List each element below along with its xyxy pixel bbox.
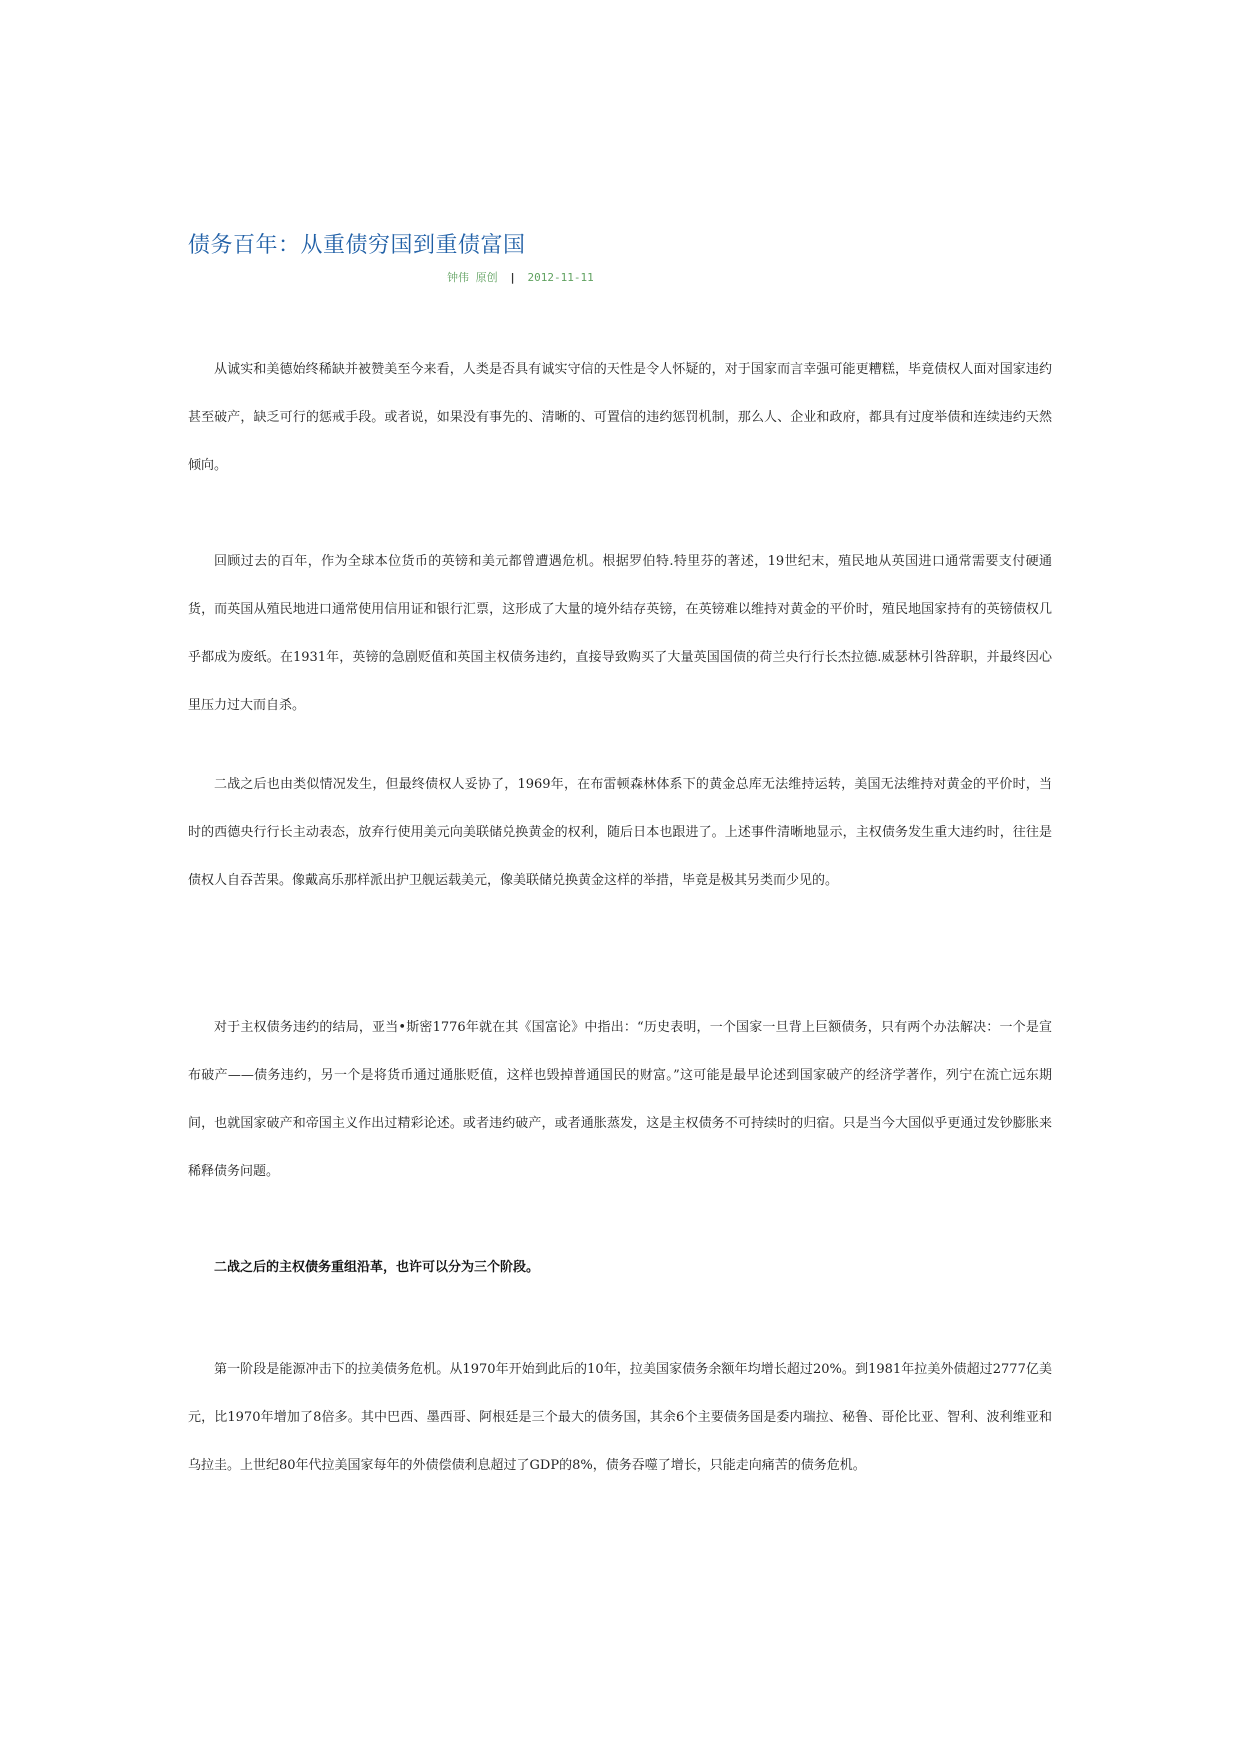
byline-tag: 原创 bbox=[475, 271, 498, 284]
section-heading: 二战之后的主权债务重组沿革，也许可以分为三个阶段。 bbox=[214, 1260, 540, 1275]
paragraph-1: 从诚实和美德始终稀缺并被赞美至今来看，人类是否具有诚实守信的天性是令人怀疑的，对于国家而言幸强可能更糟糕，毕竟债权人面对国家违约甚至破产，缺乏可行的惩戒手段。或者说，如果没有事先的、清晰的、可置信的违约惩罚机制，那么人、企业和政府，都具有过度举债和连续违约天然倾向。 bbox=[188, 362, 1052, 473]
paragraph-3: 二战之后也由类似情况发生，但最终债权人妥协了，1969年，在布雷顿森林体系下的黄金总库无法维持运转，美国无法维持对黄金的平价时，当时的西德央行行长主动表态，放弃行使用美元向美联储兑换黄金的权利，随后日本也跟进了。上述事件清晰地显示，主权债务发生重大违约时，往往是债权人自吞苦果。像戴高乐那样派出护卫舰运载美元，像美联储兑换黄金这样的举措，毕竟是极其另类而少见的。 bbox=[188, 777, 1052, 888]
article-byline bbox=[447, 269, 594, 285]
paragraph-5: 第一阶段是能源冲击下的拉美债务危机。从1970年开始到此后的10年，拉美国家债务余额年均增长超过20%。到1981年拉美外债超过2777亿美元，比1970年增加了8倍多。其中巴西、墨西哥、阿根廷是三个最大的债务国，其余6个主要债务国是委内瑞拉、秘鲁、哥伦比亚、智利、波利维亚和乌拉圭。上世纪80年代拉美国家每年的外债偿债利息超过了GDP的8%，债务吞噬了增长，只能走向痛苦的债务危机。 bbox=[188, 1362, 1052, 1473]
byline-author: 钟伟 bbox=[447, 271, 469, 284]
byline-date: 2012-11-11 bbox=[527, 271, 594, 284]
byline-separator: | bbox=[509, 271, 516, 284]
paragraph-4: 对于主权债务违约的结局，亚当•斯密1776年就在其《国富论》中指出：“历史表明，一个国家一旦背上巨额债务，只有两个办法解决：一个是宣布破产——债务违约，另一个是将货币通过通胀贬值，这样也毁掉普通国民的财富。”这可能是最早论述到国家破产的经济学著作，列宁在流亡远东期间，也就国家破产和帝国主义作出过精彩论述。或者违约破产，或者通胀蒸发，这是主权债务不可持续时的归宿。只是当今大国似乎更通过发钞膨胀来稀释债务问题。 bbox=[188, 1020, 1052, 1179]
paragraph-2: 回顾过去的百年，作为全球本位货币的英镑和美元都曾遭遇危机。根据罗伯特.特里芬的著述，19世纪末，殖民地从英国进口通常需要支付硬通货，而英国从殖民地进口通常使用信用证和银行汇票，这形成了大量的境外结存英镑，在英镑难以维持对黄金的平价时，殖民地国家持有的英镑债权几乎都成为废纸。在1931年，英镑的急剧贬值和英国主权债务违约，直接导致购买了大量英国国债的荷兰央行行长杰拉德.威瑟林引咎辞职，并最终因心里压力过大而自杀。 bbox=[188, 554, 1052, 713]
article-title: 债务百年：从重债穷国到重债富国 bbox=[188, 233, 526, 258]
